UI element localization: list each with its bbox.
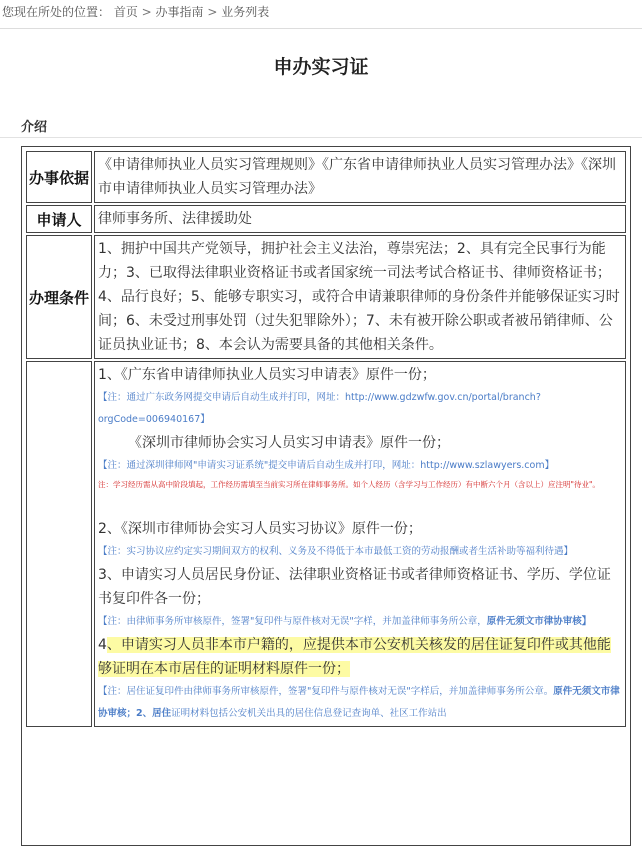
section-divider (0, 137, 642, 138)
header-divider (0, 28, 642, 29)
breadcrumb-guide-link[interactable]: 办事指南 (155, 5, 204, 19)
material-note-text: 【注：居住证复印件由律师事务所审核原件，签署"复印件与原件核对无误"字样后，并加盖律师事务所公章。 (98, 686, 554, 697)
materials-label (26, 361, 92, 727)
breadcrumb-separator: > (137, 5, 156, 19)
basis-value: 《申请律师执业人员实习管理规则》《广东省申请律师执业人员实习管理办法》《深圳市申请律师执业人员实习管理办法》 (94, 151, 626, 203)
material-item: 1、《广东省申请律师执业人员实习申请表》原件一份； (98, 367, 436, 383)
basis-label: 办事依据 (26, 151, 92, 203)
material-note-text: 【注：由律师事务所审核原件，签署"复印件与原件核对无误"字样，并加盖律师事务所公章， (98, 616, 487, 627)
applicant-value: 律师事务所、法律援助处 (94, 205, 626, 233)
table-row (26, 205, 626, 233)
highlighted-text: 、申请实习人员非本市户籍的，应提供本市公安机关核发的居住证复印件或其他能够证明在本市居住的证明材料原件一份； (98, 637, 611, 677)
material-note-text: 证明材料包括公安机关出具的居住信息登记查询单、社区工作站出 (171, 708, 447, 719)
material-item-number: 4 (98, 637, 107, 653)
table-row (26, 361, 626, 727)
breadcrumb-separator: > (203, 5, 222, 19)
applicant-label: 申请人 (26, 205, 92, 233)
conditions-value: 1、拥护中国共产党领导，拥护社会主义法治，尊崇宪法；2、具有完全民事行为能力；3、已取得法律职业资格证书或者国家统一司法考试合格证书、律师资格证书；4、品行良好；5、能够专职实习，或符合申请兼职律师的身份条件并能够保证实习时间；6、未受过刑事处罚（过失犯罪除外）；7、未有被开除公职或者被吊销律师、公证员执业证书；8、本会认为需要具备的其他相关条件。 (94, 235, 626, 359)
material-note (98, 681, 622, 725)
breadcrumb-prefix: 您现在所处的位置： (2, 5, 111, 19)
material-note: 【注：通过深圳律师网"申请实习证系统"提交申请后自动生成并打印，网址：http://www.szlawyers.com】 (98, 460, 555, 471)
breadcrumb-list-link[interactable]: 业务列表 (221, 5, 270, 19)
blank-line (98, 493, 622, 517)
material-item-highlighted (98, 633, 622, 681)
material-item: 3、申请实习人员居民身份证、法律职业资格证书或者律师资格证书、学历、学位证书复印件各一份； (98, 567, 611, 607)
material-note-bold: 原件无须文市律协审核；2、居住 (98, 686, 620, 719)
warning-note: 注：学习经历需从高中阶段填起，工作经历需填至当前实习所在律师事务所。如个人经历（含学习与工作经历）有中断六个月（含以上）应注明"待业"。 (98, 480, 600, 489)
conditions-label: 办理条件 (26, 235, 92, 359)
page-title: 申办实习证 (273, 56, 369, 78)
breadcrumb-home-link[interactable]: 首页 (113, 5, 138, 19)
table-row (26, 151, 626, 203)
material-note: 【注：通过广东政务网提交申请后自动生成并打印，网址：http://www.gdzwfw.gov.cn/portal/branch?orgCode=006940167】 (98, 392, 541, 425)
section-heading-intro: 介绍 (21, 120, 48, 135)
breadcrumb (0, 0, 642, 26)
info-table (21, 146, 631, 846)
material-note-bold: 原件无须文市律协审核】 (486, 616, 592, 627)
material-note: 【注：实习协议应约定实习期间双方的权利、义务及不得低于本市最低工资的劳动报酬或者生活补助等福利待遇】 (98, 546, 574, 557)
material-item: 《深圳市律师协会实习人员实习申请表》原件一份； (128, 435, 450, 451)
materials-value (94, 361, 626, 727)
material-note (98, 611, 622, 633)
material-item: 2、《深圳市律师协会实习人员实习协议》原件一份； (98, 521, 422, 537)
table-row (26, 235, 626, 359)
